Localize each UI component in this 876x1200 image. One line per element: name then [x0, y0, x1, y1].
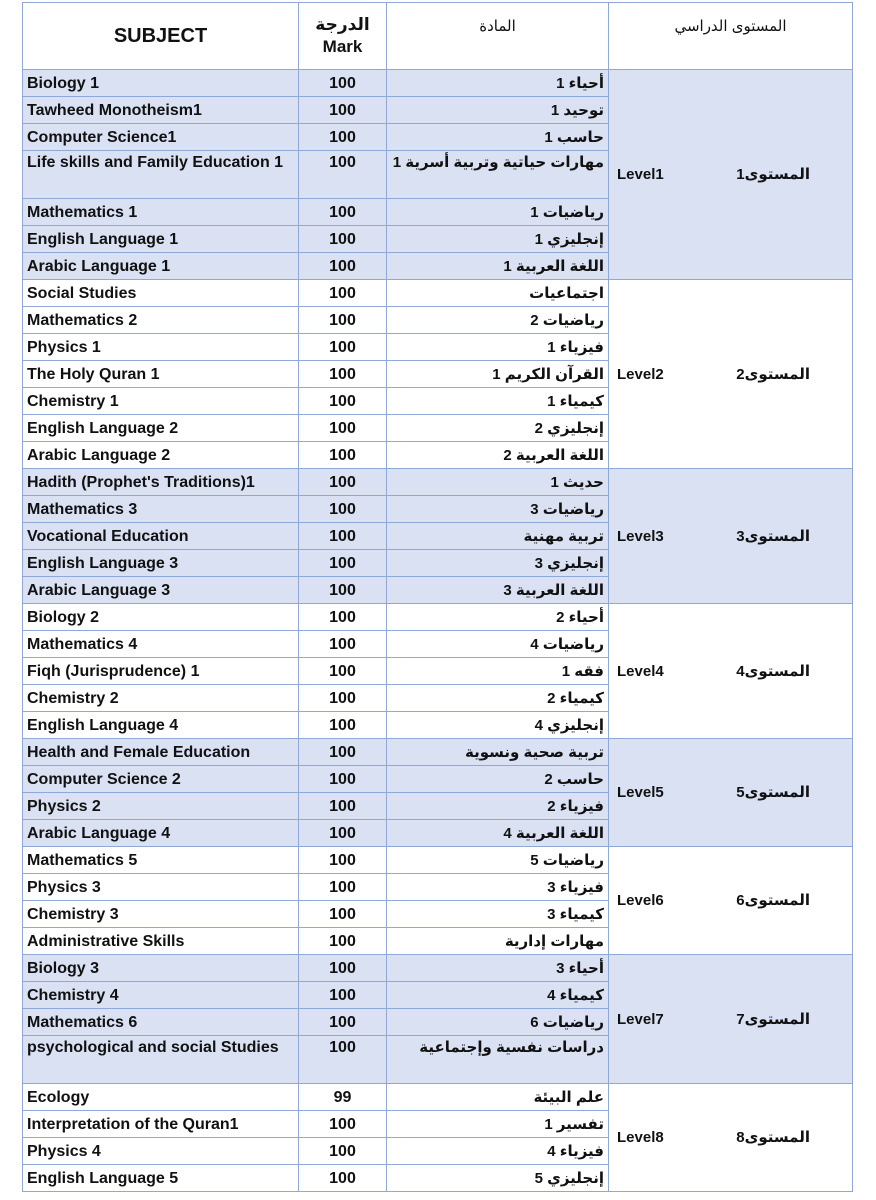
mark-cell: 100 — [299, 70, 387, 97]
mark-header-en: Mark — [322, 37, 363, 56]
subject-cell: Social Studies — [23, 280, 299, 307]
mark-cell: 100 — [299, 847, 387, 874]
mark-cell: 100 — [299, 1165, 387, 1192]
level-label-en: Level5 — [617, 784, 664, 801]
level-label-ar: المستوى5 — [736, 784, 810, 801]
subject-ar-cell: فيزياء 4 — [387, 1138, 609, 1165]
subject-cell: Vocational Education — [23, 523, 299, 550]
mark-cell: 100 — [299, 469, 387, 496]
mark-cell: 100 — [299, 739, 387, 766]
subject-cell: Arabic Language 1 — [23, 253, 299, 280]
mark-cell: 100 — [299, 226, 387, 253]
level-label-ar: المستوى3 — [736, 527, 810, 545]
mark-cell: 100 — [299, 901, 387, 928]
subject-cell: English Language 1 — [23, 226, 299, 253]
subject-cell: Chemistry 3 — [23, 901, 299, 928]
mark-cell: 100 — [299, 523, 387, 550]
subject-ar-cell: إنجليزي 3 — [387, 550, 609, 577]
mark-cell: 100 — [299, 496, 387, 523]
mark-cell: 100 — [299, 982, 387, 1009]
mark-cell: 100 — [299, 685, 387, 712]
subject-cell: Arabic Language 3 — [23, 577, 299, 604]
subject-cell: Mathematics 1 — [23, 199, 299, 226]
level-label-en: Level2 — [617, 365, 664, 383]
table-row — [23, 847, 853, 874]
subject-cell: The Holy Quran 1 — [23, 361, 299, 388]
subject-cell: Mathematics 6 — [23, 1009, 299, 1036]
mark-cell: 100 — [299, 442, 387, 469]
level-cell — [609, 604, 853, 739]
table-row — [23, 604, 853, 631]
level-cell — [609, 280, 853, 469]
mark-header — [299, 3, 387, 70]
subject-ar-cell: أحياء 3 — [387, 955, 609, 982]
subject-ar-cell: دراسات نفسية وإجتماعية — [387, 1036, 609, 1084]
level-label-en: Level4 — [617, 662, 664, 680]
mark-cell: 100 — [299, 124, 387, 151]
subject-cell: Life skills and Family Education 1 — [23, 151, 299, 199]
subject-cell: Mathematics 3 — [23, 496, 299, 523]
subject-ar-cell: إنجليزي 1 — [387, 226, 609, 253]
subject-ar-cell: رياضيات 1 — [387, 199, 609, 226]
table-row — [23, 280, 853, 307]
subject-cell: Health and Female Education — [23, 739, 299, 766]
mark-cell: 100 — [299, 280, 387, 307]
subject-cell: Physics 3 — [23, 874, 299, 901]
subject-cell: Mathematics 5 — [23, 847, 299, 874]
table-row — [23, 70, 853, 97]
subject-ar-cell: فيزياء 1 — [387, 334, 609, 361]
level-label-ar: المستوى8 — [736, 1129, 810, 1146]
subject-ar-cell: فيزياء 2 — [387, 793, 609, 820]
subject-cell: Chemistry 1 — [23, 388, 299, 415]
subject-ar-cell: إنجليزي 4 — [387, 712, 609, 739]
subject-cell: Biology 1 — [23, 70, 299, 97]
subject-ar-cell: كيمياء 3 — [387, 901, 609, 928]
mark-cell: 100 — [299, 820, 387, 847]
subject-ar-header: المادة — [387, 3, 609, 70]
subject-cell: English Language 5 — [23, 1165, 299, 1192]
level-cell — [609, 1084, 853, 1192]
level-header: المستوى الدراسي — [609, 3, 853, 70]
table-row — [23, 1084, 853, 1111]
subject-ar-cell: رياضيات 2 — [387, 307, 609, 334]
header-row — [23, 3, 853, 70]
subject-ar-cell: تفسير 1 — [387, 1111, 609, 1138]
subject-ar-cell: حديث 1 — [387, 469, 609, 496]
level-label-en: Level1 — [617, 166, 664, 183]
level-label-en: Level8 — [617, 1129, 664, 1146]
subject-cell: Chemistry 4 — [23, 982, 299, 1009]
subject-cell: Ecology — [23, 1084, 299, 1111]
mark-cell: 100 — [299, 793, 387, 820]
level-label-ar: المستوى6 — [736, 892, 810, 909]
mark-cell: 100 — [299, 415, 387, 442]
level-label-en: Level6 — [617, 892, 664, 909]
mark-cell: 100 — [299, 307, 387, 334]
mark-cell: 100 — [299, 874, 387, 901]
subject-ar-cell: توحيد 1 — [387, 97, 609, 124]
mark-header-ar: الدرجة — [315, 15, 370, 34]
subject-cell: Tawheed Monotheism1 — [23, 97, 299, 124]
level-cell — [609, 739, 853, 847]
table-row — [23, 955, 853, 982]
subject-ar-cell: أحياء 2 — [387, 604, 609, 631]
level-label-ar: المستوى1 — [736, 166, 810, 183]
subject-ar-cell: كيمياء 4 — [387, 982, 609, 1009]
subject-ar-cell: أحياء 1 — [387, 70, 609, 97]
mark-cell: 100 — [299, 712, 387, 739]
subject-ar-cell: مهارات حياتية وتربية أسرية 1 — [387, 151, 609, 199]
subject-cell: Fiqh (Jurisprudence) 1 — [23, 658, 299, 685]
subject-header: SUBJECT — [23, 3, 299, 70]
subject-cell: Mathematics 4 — [23, 631, 299, 658]
subject-cell: Computer Science 2 — [23, 766, 299, 793]
mark-cell: 100 — [299, 334, 387, 361]
mark-cell: 100 — [299, 361, 387, 388]
table-row — [23, 469, 853, 496]
subject-ar-cell: اللغة العربية 1 — [387, 253, 609, 280]
subject-cell: English Language 4 — [23, 712, 299, 739]
subject-ar-cell: فقه 1 — [387, 658, 609, 685]
mark-cell: 99 — [299, 1084, 387, 1111]
subject-ar-cell: إنجليزي 5 — [387, 1165, 609, 1192]
level-cell — [609, 955, 853, 1084]
level-cell — [609, 469, 853, 604]
subject-ar-cell: حاسب 2 — [387, 766, 609, 793]
mark-cell: 100 — [299, 955, 387, 982]
subject-cell: psychological and social Studies — [23, 1036, 299, 1084]
subject-ar-cell: اجتماعيات — [387, 280, 609, 307]
subject-cell: Physics 1 — [23, 334, 299, 361]
subject-ar-cell: رياضيات 4 — [387, 631, 609, 658]
subject-ar-cell: القرآن الكريم 1 — [387, 361, 609, 388]
mark-cell: 100 — [299, 1036, 387, 1084]
subject-ar-cell: حاسب 1 — [387, 124, 609, 151]
level-label-ar: المستوى7 — [736, 1010, 810, 1028]
subject-ar-cell: اللغة العربية 3 — [387, 577, 609, 604]
table-body — [23, 70, 853, 1192]
mark-cell: 100 — [299, 388, 387, 415]
subject-ar-cell: رياضيات 6 — [387, 1009, 609, 1036]
mark-cell: 100 — [299, 577, 387, 604]
subject-cell: Computer Science1 — [23, 124, 299, 151]
mark-cell: 100 — [299, 1111, 387, 1138]
mark-cell: 100 — [299, 631, 387, 658]
subject-cell: Interpretation of the Quran1 — [23, 1111, 299, 1138]
mark-cell: 100 — [299, 658, 387, 685]
subject-ar-cell: كيمياء 1 — [387, 388, 609, 415]
subject-ar-cell: اللغة العربية 2 — [387, 442, 609, 469]
subject-cell: Hadith (Prophet's Traditions)1 — [23, 469, 299, 496]
level-label-en: Level3 — [617, 527, 664, 545]
subject-ar-cell: تربية مهنية — [387, 523, 609, 550]
subject-ar-cell: رياضيات 5 — [387, 847, 609, 874]
subject-ar-cell: مهارات إدارية — [387, 928, 609, 955]
subject-cell: Chemistry 2 — [23, 685, 299, 712]
mark-cell: 100 — [299, 199, 387, 226]
mark-cell: 100 — [299, 766, 387, 793]
subject-ar-cell: علم البيئة — [387, 1084, 609, 1111]
level-label-ar: المستوى4 — [736, 662, 810, 680]
subject-cell: English Language 3 — [23, 550, 299, 577]
subject-cell: Biology 3 — [23, 955, 299, 982]
mark-cell: 100 — [299, 1138, 387, 1165]
level-label-en: Level7 — [617, 1010, 664, 1028]
grades-table — [22, 2, 853, 1192]
mark-cell: 100 — [299, 97, 387, 124]
mark-cell: 100 — [299, 151, 387, 199]
mark-cell: 100 — [299, 1009, 387, 1036]
subject-cell: Mathematics 2 — [23, 307, 299, 334]
subject-ar-cell: تربية صحية ونسوية — [387, 739, 609, 766]
subject-cell: Physics 4 — [23, 1138, 299, 1165]
subject-ar-cell: فيزياء 3 — [387, 874, 609, 901]
level-label-ar: المستوى2 — [736, 365, 810, 383]
mark-cell: 100 — [299, 253, 387, 280]
mark-cell: 100 — [299, 604, 387, 631]
subject-ar-cell: اللغة العربية 4 — [387, 820, 609, 847]
mark-cell: 100 — [299, 550, 387, 577]
subject-cell: Physics 2 — [23, 793, 299, 820]
subject-ar-cell: رياضيات 3 — [387, 496, 609, 523]
subject-cell: Arabic Language 4 — [23, 820, 299, 847]
level-cell — [609, 847, 853, 955]
table-row — [23, 739, 853, 766]
level-cell — [609, 70, 853, 280]
mark-cell: 100 — [299, 928, 387, 955]
subject-cell: Arabic Language 2 — [23, 442, 299, 469]
subject-ar-cell: كيمياء 2 — [387, 685, 609, 712]
subject-ar-cell: إنجليزي 2 — [387, 415, 609, 442]
subject-cell: Administrative Skills — [23, 928, 299, 955]
subject-cell: English Language 2 — [23, 415, 299, 442]
subject-cell: Biology 2 — [23, 604, 299, 631]
